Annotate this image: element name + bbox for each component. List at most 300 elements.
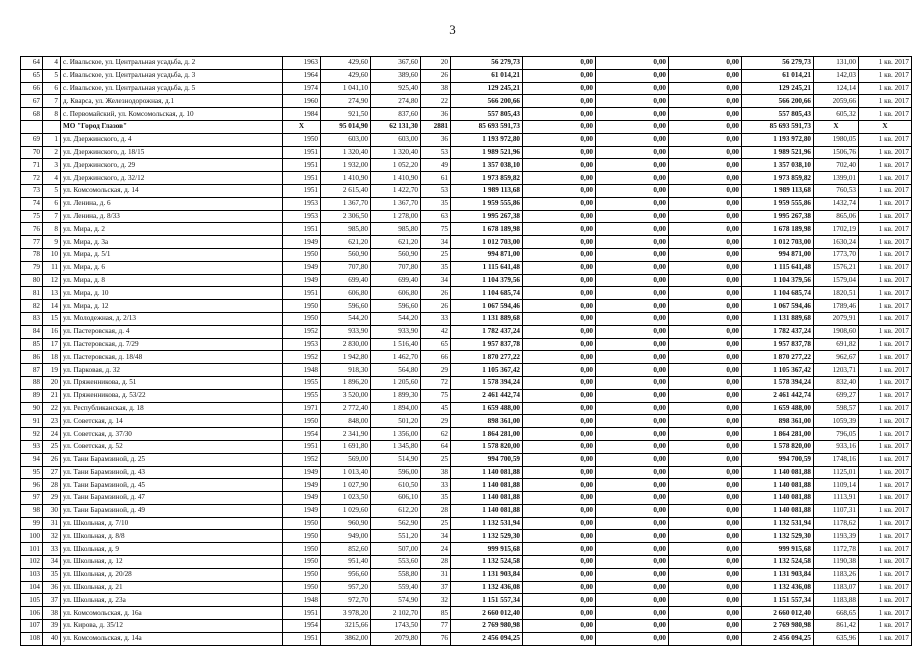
year-cell: 1949 (283, 492, 321, 505)
living-area-cell: 559,40 (371, 581, 421, 594)
sub-number-cell: 9 (43, 236, 61, 249)
sub-number-cell: 18 (43, 351, 61, 364)
table-row (21, 556, 912, 569)
address-cell: ул. Кирова, д. 35/12 (61, 620, 283, 633)
total-area-cell: 699,40 (321, 274, 371, 287)
period-cell: 1 кв. 2017 (859, 415, 912, 428)
address-cell: ул. Мира, д. 10 (61, 287, 283, 300)
residents-count-cell: 25 (421, 248, 451, 261)
period-cell: 1 кв. 2017 (859, 184, 912, 197)
period-cell: 1 кв. 2017 (859, 556, 912, 569)
year-cell: 1949 (283, 504, 321, 517)
living-area-cell: 1 899,30 (371, 389, 421, 402)
fund-cell-1: 0,00 (523, 300, 596, 313)
address-cell: с. Ивальское, ул. Центральная усадьба, д. 3 (61, 69, 283, 82)
period-cell: 1 кв. 2017 (859, 287, 912, 300)
total-area-cell: 3 978,20 (321, 607, 371, 620)
budget-cost-cell: 1 131 903,84 (742, 568, 814, 581)
living-area-cell: 1 052,20 (371, 159, 421, 172)
unit-cost-cell: 1579,04 (814, 274, 859, 287)
row-number-cell: 81 (21, 287, 43, 300)
year-cell: 1974 (283, 82, 321, 95)
fund-cell-2: 0,00 (596, 95, 669, 108)
year-cell: 1952 (283, 453, 321, 466)
living-area-cell: 514,90 (371, 453, 421, 466)
year-cell: 1954 (283, 428, 321, 441)
budget-cost-cell: 1 104 379,56 (742, 274, 814, 287)
fund-cell-2: 0,00 (596, 82, 669, 95)
housing-register-table (20, 56, 912, 646)
fund-cell-3: 0,00 (669, 556, 742, 569)
total-cost-cell: 129 245,21 (451, 82, 523, 95)
fund-cell-2: 0,00 (596, 581, 669, 594)
sub-number-cell: 3 (43, 159, 61, 172)
table-row (21, 325, 912, 338)
fund-cell-3: 0,00 (669, 325, 742, 338)
fund-cell-2: 0,00 (596, 568, 669, 581)
address-cell: ул. Советская, д. 14 (61, 415, 283, 428)
row-number-cell: 100 (21, 530, 43, 543)
living-area-cell: 985,80 (371, 223, 421, 236)
total-area-cell: 1 041,10 (321, 82, 371, 95)
table-row (21, 428, 912, 441)
address-cell: ул. Пастеровская, д. 7/29 (61, 338, 283, 351)
table-row (21, 223, 912, 236)
fund-cell-1: 0,00 (523, 543, 596, 556)
address-cell: с. Ивальское, ул. Центральная усадьба, д. 5 (61, 82, 283, 95)
row-number-cell: 102 (21, 556, 43, 569)
total-cost-cell: 1 104 685,74 (451, 287, 523, 300)
address-cell: ул. Мира, д. 3а (61, 236, 283, 249)
period-cell: 1 кв. 2017 (859, 133, 912, 146)
period-cell: 1 кв. 2017 (859, 248, 912, 261)
sub-number-cell: 6 (43, 82, 61, 95)
address-cell: ул. Советская, д. 37/30 (61, 428, 283, 441)
fund-cell-2: 0,00 (596, 543, 669, 556)
total-area-cell: 606,80 (321, 287, 371, 300)
unit-cost-cell: 1178,62 (814, 517, 859, 530)
year-cell: 1950 (283, 581, 321, 594)
fund-cell-3: 0,00 (669, 568, 742, 581)
total-cost-cell: 1 989 521,96 (451, 146, 523, 159)
period-cell: 1 кв. 2017 (859, 594, 912, 607)
fund-cell-3: 0,00 (669, 530, 742, 543)
fund-cell-2: 0,00 (596, 415, 669, 428)
budget-cost-cell: 1 357 038,10 (742, 159, 814, 172)
period-cell: 1 кв. 2017 (859, 197, 912, 210)
address-cell: ул. Школьная, д. 12 (61, 556, 283, 569)
living-area-cell: 2 102,70 (371, 607, 421, 620)
sub-number-cell: 14 (43, 300, 61, 313)
table-row (21, 287, 912, 300)
residents-count-cell: 36 (421, 108, 451, 121)
year-cell: 1948 (283, 594, 321, 607)
total-cost-cell: 1 995 267,38 (451, 210, 523, 223)
fund-cell-2: 0,00 (596, 300, 669, 313)
total-cost-cell: 1 659 488,00 (451, 402, 523, 415)
total-area-cell: 921,50 (321, 108, 371, 121)
fund-cell-3: 0,00 (669, 300, 742, 313)
period-cell: 1 кв. 2017 (859, 620, 912, 633)
total-cost-cell: 1 782 437,24 (451, 325, 523, 338)
table-row (21, 236, 912, 249)
total-area-cell: 949,00 (321, 530, 371, 543)
unit-cost-cell: 1183,07 (814, 581, 859, 594)
table-row (21, 300, 912, 313)
address-cell: ул. Тани Барамзиной, д. 47 (61, 492, 283, 505)
residents-count-cell: 28 (421, 556, 451, 569)
living-area-cell: 621,20 (371, 236, 421, 249)
living-area-cell: 933,90 (371, 325, 421, 338)
unit-cost-cell: 2079,91 (814, 312, 859, 325)
total-area-cell: 596,60 (321, 300, 371, 313)
residents-count-cell: 26 (421, 69, 451, 82)
fund-cell-2: 0,00 (596, 632, 669, 645)
period-cell: 1 кв. 2017 (859, 95, 912, 108)
total-cost-cell: 1 132 531,94 (451, 517, 523, 530)
address-cell: ул. Тани Барамзиной, д. 25 (61, 453, 283, 466)
row-number-cell: 98 (21, 504, 43, 517)
row-number-cell: 75 (21, 210, 43, 223)
budget-cost-cell: 557 805,43 (742, 108, 814, 121)
sub-number-cell: 34 (43, 556, 61, 569)
residents-count-cell: 75 (421, 223, 451, 236)
living-area-cell: 274,80 (371, 95, 421, 108)
address-cell: ул. Тани Барамзиной, д. 49 (61, 504, 283, 517)
fund-cell-1: 0,00 (523, 338, 596, 351)
year-cell: 1950 (283, 300, 321, 313)
fund-cell-1: 0,00 (523, 69, 596, 82)
row-number-cell: 64 (21, 57, 43, 70)
living-area-cell: 1 894,00 (371, 402, 421, 415)
residents-count-cell: 25 (421, 453, 451, 466)
table-row (21, 338, 912, 351)
year-cell: 1984 (283, 108, 321, 121)
fund-cell-3: 0,00 (669, 440, 742, 453)
row-number-cell: 65 (21, 69, 43, 82)
total-area-cell: 707,80 (321, 261, 371, 274)
total-cost-cell: 1 578 394,24 (451, 376, 523, 389)
fund-cell-3: 0,00 (669, 223, 742, 236)
fund-cell-2: 0,00 (596, 108, 669, 121)
total-area-cell: 2 830,00 (321, 338, 371, 351)
row-number-cell: 78 (21, 248, 43, 261)
year-cell: 1949 (283, 274, 321, 287)
living-area-cell: 553,60 (371, 556, 421, 569)
unit-cost-cell: 2059,66 (814, 95, 859, 108)
address-cell: ул. Мира, д. 6 (61, 261, 283, 274)
period-cell: 1 кв. 2017 (859, 428, 912, 441)
living-area-cell: 699,40 (371, 274, 421, 287)
living-area-cell: 564,80 (371, 364, 421, 377)
sub-number-cell: 37 (43, 594, 61, 607)
living-area-cell: 1 278,00 (371, 210, 421, 223)
sub-number-cell: 2 (43, 146, 61, 159)
fund-cell-1: 0,00 (523, 172, 596, 185)
row-number-cell: 94 (21, 453, 43, 466)
total-area-cell: 429,60 (321, 69, 371, 82)
fund-cell-1: 0,00 (523, 415, 596, 428)
fund-cell-2: 0,00 (596, 287, 669, 300)
period-cell: 1 кв. 2017 (859, 568, 912, 581)
total-area-cell: 1 013,40 (321, 466, 371, 479)
fund-cell-2: 0,00 (596, 440, 669, 453)
budget-cost-cell: 994 700,59 (742, 453, 814, 466)
row-number-cell: 103 (21, 568, 43, 581)
row-number-cell: 92 (21, 428, 43, 441)
address-cell: ул. Молодежная, д. 2/13 (61, 312, 283, 325)
sub-number-cell: 22 (43, 402, 61, 415)
year-cell: 1950 (283, 556, 321, 569)
unit-cost-cell: 760,53 (814, 184, 859, 197)
unit-cost-cell: 1748,16 (814, 453, 859, 466)
budget-cost-cell: 999 915,68 (742, 543, 814, 556)
year-cell: 1951 (283, 159, 321, 172)
total-cost-cell: 1 973 859,82 (451, 172, 523, 185)
sub-number-cell: 25 (43, 440, 61, 453)
living-area-cell: 62 131,30 (371, 120, 421, 133)
total-cost-cell: 1 140 081,88 (451, 466, 523, 479)
fund-cell-3: 0,00 (669, 376, 742, 389)
year-cell: 1949 (283, 466, 321, 479)
address-cell: ул. Дзержинского, д. 32/12 (61, 172, 283, 185)
fund-cell-1: 0,00 (523, 376, 596, 389)
period-cell: 1 кв. 2017 (859, 159, 912, 172)
fund-cell-2: 0,00 (596, 146, 669, 159)
fund-cell-2: 0,00 (596, 607, 669, 620)
table-row (21, 530, 912, 543)
sub-number-cell: 8 (43, 223, 61, 236)
budget-cost-cell: 1 989 521,96 (742, 146, 814, 159)
fund-cell-1: 0,00 (523, 184, 596, 197)
table-row (21, 581, 912, 594)
residents-count-cell: 24 (421, 543, 451, 556)
period-cell: 1 кв. 2017 (859, 453, 912, 466)
living-area-cell: 610,50 (371, 479, 421, 492)
address-cell: ул. Мира, д. 2 (61, 223, 283, 236)
total-cost-cell: 1 132 529,30 (451, 530, 523, 543)
row-number-cell: 80 (21, 274, 43, 287)
budget-cost-cell: 1 132 531,94 (742, 517, 814, 530)
table-row (21, 95, 912, 108)
year-cell: 1951 (283, 172, 321, 185)
period-cell: 1 кв. 2017 (859, 492, 912, 505)
living-area-cell: 574,90 (371, 594, 421, 607)
total-cost-cell: 1 151 557,34 (451, 594, 523, 607)
residents-count-cell: 49 (421, 159, 451, 172)
year-cell: 1950 (283, 517, 321, 530)
table-row (21, 146, 912, 159)
year-cell: 1951 (283, 607, 321, 620)
fund-cell-3: 0,00 (669, 466, 742, 479)
fund-cell-3: 0,00 (669, 274, 742, 287)
sub-number-cell: 8 (43, 108, 61, 121)
unit-cost-cell: 1203,71 (814, 364, 859, 377)
unit-cost-cell: 605,32 (814, 108, 859, 121)
fund-cell-2: 0,00 (596, 338, 669, 351)
unit-cost-cell: 832,40 (814, 376, 859, 389)
fund-cell-3: 0,00 (669, 517, 742, 530)
fund-cell-2: 0,00 (596, 620, 669, 633)
fund-cell-1: 0,00 (523, 581, 596, 594)
year-cell: 1949 (283, 236, 321, 249)
table-row (21, 492, 912, 505)
row-number-cell: 66 (21, 82, 43, 95)
year-cell: 1951 (283, 146, 321, 159)
unit-cost-cell: 865,06 (814, 210, 859, 223)
sub-number-cell: 21 (43, 389, 61, 402)
fund-cell-3: 0,00 (669, 338, 742, 351)
fund-cell-3: 0,00 (669, 581, 742, 594)
residents-count-cell: 28 (421, 504, 451, 517)
fund-cell-1: 0,00 (523, 210, 596, 223)
fund-cell-3: 0,00 (669, 210, 742, 223)
total-area-cell: 1 410,90 (321, 172, 371, 185)
fund-cell-2: 0,00 (596, 479, 669, 492)
sub-number-cell: 19 (43, 364, 61, 377)
fund-cell-2: 0,00 (596, 210, 669, 223)
residents-count-cell: 2881 (421, 120, 451, 133)
residents-count-cell: 62 (421, 428, 451, 441)
residents-count-cell: 45 (421, 402, 451, 415)
period-cell: 1 кв. 2017 (859, 146, 912, 159)
fund-cell-2: 0,00 (596, 453, 669, 466)
fund-cell-1: 0,00 (523, 568, 596, 581)
total-cost-cell: 1 132 436,08 (451, 581, 523, 594)
sub-number-cell: 4 (43, 172, 61, 185)
total-area-cell: 560,90 (321, 248, 371, 261)
year-cell: 1954 (283, 620, 321, 633)
sub-number-cell: 23 (43, 415, 61, 428)
living-area-cell: 925,40 (371, 82, 421, 95)
fund-cell-1: 0,00 (523, 517, 596, 530)
unit-cost-cell: 1432,74 (814, 197, 859, 210)
total-area-cell: 933,90 (321, 325, 371, 338)
fund-cell-3: 0,00 (669, 159, 742, 172)
total-area-cell: 1 027,90 (321, 479, 371, 492)
total-cost-cell: 1 678 189,98 (451, 223, 523, 236)
residents-count-cell: 77 (421, 620, 451, 633)
fund-cell-2: 0,00 (596, 57, 669, 70)
table-row (21, 402, 912, 415)
fund-cell-1: 0,00 (523, 453, 596, 466)
period-cell: 1 кв. 2017 (859, 172, 912, 185)
residents-count-cell: 72 (421, 376, 451, 389)
fund-cell-3: 0,00 (669, 402, 742, 415)
total-area-cell: 2 772,40 (321, 402, 371, 415)
living-area-cell: 501,20 (371, 415, 421, 428)
sub-number-cell: 4 (43, 57, 61, 70)
unit-cost-cell: 933,16 (814, 440, 859, 453)
period-cell: 1 кв. 2017 (859, 364, 912, 377)
fund-cell-3: 0,00 (669, 133, 742, 146)
total-cost-cell: 999 915,68 (451, 543, 523, 556)
sub-number-cell: 10 (43, 248, 61, 261)
year-cell: 1953 (283, 210, 321, 223)
residents-count-cell: 38 (421, 82, 451, 95)
table-row (21, 210, 912, 223)
living-area-cell: 551,20 (371, 530, 421, 543)
budget-cost-cell: 1 995 267,38 (742, 210, 814, 223)
living-area-cell: 612,20 (371, 504, 421, 517)
unit-cost-cell: 124,14 (814, 82, 859, 95)
table-row (21, 69, 912, 82)
total-area-cell: 3 520,00 (321, 389, 371, 402)
sub-number-cell: 7 (43, 210, 61, 223)
address-cell: ул. Школьная, д. 7/10 (61, 517, 283, 530)
total-cost-cell: 1 067 594,46 (451, 300, 523, 313)
living-area-cell: 1 345,80 (371, 440, 421, 453)
period-cell: X (859, 120, 912, 133)
unit-cost-cell: 861,42 (814, 620, 859, 633)
period-cell: 1 кв. 2017 (859, 402, 912, 415)
table-row (21, 184, 912, 197)
fund-cell-3: 0,00 (669, 594, 742, 607)
fund-cell-2: 0,00 (596, 325, 669, 338)
table-row (21, 504, 912, 517)
row-number-cell (21, 120, 43, 133)
fund-cell-3: 0,00 (669, 312, 742, 325)
address-cell: ул. Школьная, д. 8/8 (61, 530, 283, 543)
table-row (21, 466, 912, 479)
total-area-cell: 1 029,60 (321, 504, 371, 517)
period-cell: 1 кв. 2017 (859, 236, 912, 249)
sub-number-cell: 11 (43, 261, 61, 274)
residents-count-cell: 66 (421, 351, 451, 364)
total-area-cell: 852,60 (321, 543, 371, 556)
table-row (21, 82, 912, 95)
year-cell: 1949 (283, 261, 321, 274)
fund-cell-3: 0,00 (669, 351, 742, 364)
total-cost-cell: 994 871,00 (451, 248, 523, 261)
living-area-cell: 837,60 (371, 108, 421, 121)
year-cell: 1949 (283, 479, 321, 492)
table-row (21, 57, 912, 70)
sub-number-cell: 36 (43, 581, 61, 594)
budget-cost-cell: 1 012 703,00 (742, 236, 814, 249)
residents-count-cell: 61 (421, 172, 451, 185)
fund-cell-2: 0,00 (596, 530, 669, 543)
budget-cost-cell: 56 279,73 (742, 57, 814, 70)
unit-cost-cell: 1908,60 (814, 325, 859, 338)
total-area-cell: 1 932,00 (321, 159, 371, 172)
unit-cost-cell: 699,27 (814, 389, 859, 402)
total-cost-cell: 1 132 524,58 (451, 556, 523, 569)
budget-cost-cell: 1 140 081,88 (742, 466, 814, 479)
period-cell: 1 кв. 2017 (859, 517, 912, 530)
fund-cell-3: 0,00 (669, 287, 742, 300)
unit-cost-cell: 142,03 (814, 69, 859, 82)
total-cost-cell: 1 140 081,88 (451, 479, 523, 492)
budget-cost-cell: 1 151 557,34 (742, 594, 814, 607)
living-area-cell: 1 320,40 (371, 146, 421, 159)
total-cost-cell: 1 115 641,48 (451, 261, 523, 274)
fund-cell-2: 0,00 (596, 504, 669, 517)
fund-cell-2: 0,00 (596, 172, 669, 185)
year-cell: 1953 (283, 338, 321, 351)
fund-cell-3: 0,00 (669, 504, 742, 517)
unit-cost-cell: 702,40 (814, 159, 859, 172)
period-cell: 1 кв. 2017 (859, 389, 912, 402)
fund-cell-3: 0,00 (669, 492, 742, 505)
row-number-cell: 68 (21, 108, 43, 121)
unit-cost-cell: 635,96 (814, 632, 859, 645)
total-area-cell: 621,20 (321, 236, 371, 249)
unit-cost-cell: 1399,01 (814, 172, 859, 185)
unit-cost-cell: 1576,21 (814, 261, 859, 274)
row-number-cell: 76 (21, 223, 43, 236)
fund-cell-2: 0,00 (596, 274, 669, 287)
